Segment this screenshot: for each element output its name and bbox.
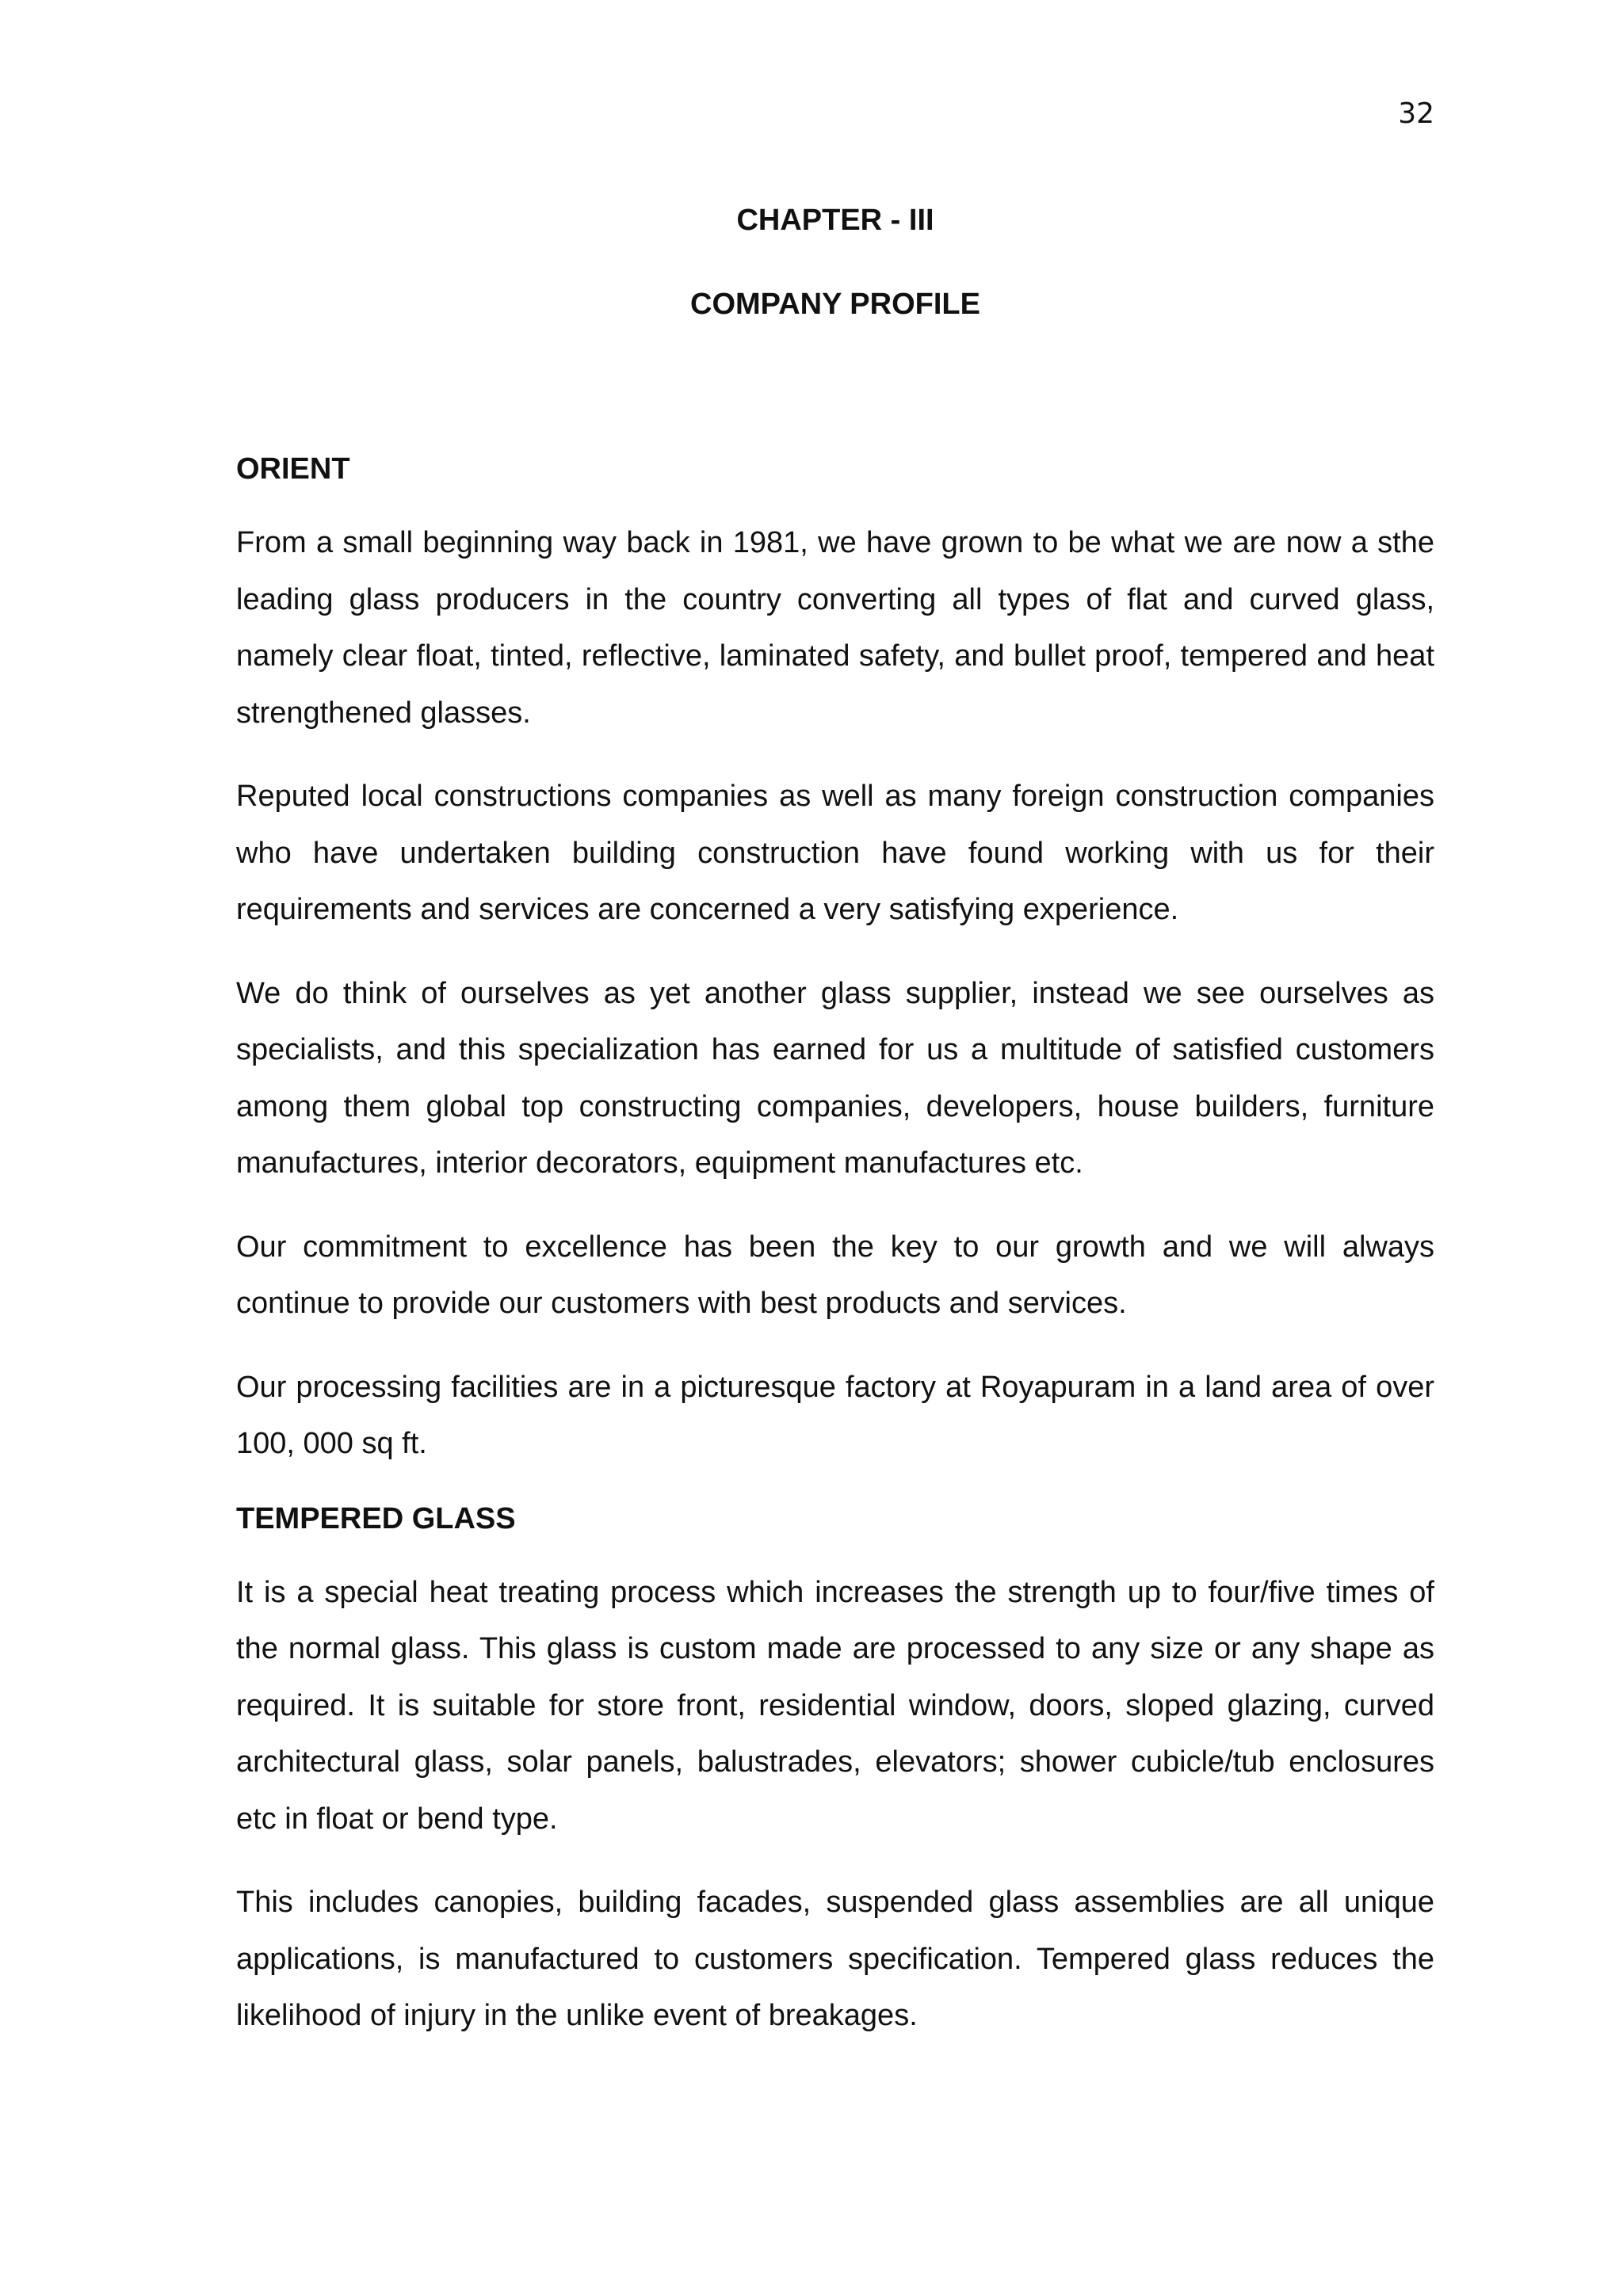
paragraph: Reputed local constructions companies as well as many foreign construction companies who have undertaken building construction have found working with us for their requirements and services are concerned a very satisfying experience. bbox=[236, 780, 1434, 926]
chapter-title: COMPANY PROFILE bbox=[690, 288, 980, 321]
paragraph: From a small beginning way back in 1981, we have grown to be what we are now a sthe leading glass producers in the country converting all types of flat and curved glass, namely clear float, tinted, reflective, laminated safety, and bullet proof, tempered and heat strengthened glasses. bbox=[236, 526, 1434, 730]
paragraph: It is a special heat treating process which increases the strength up to four/five times of the normal glass. This glass is custom made are processed to any size or any shape as required. It is suitable for store front, residential window, doors, sloped glazing, curved architectural glass, solar panels, balustrades, elevators; shower cubicle/tub enclosures etc in float or bend type. bbox=[236, 1575, 1434, 1836]
body-text bbox=[236, 450, 1434, 2045]
chapter-number: CHAPTER - III bbox=[736, 204, 934, 237]
page-number: 32 bbox=[1398, 97, 1434, 130]
paragraph: Our processing facilities are in a picturesque factory at Royapuram in a land area of over 100, 000 sq ft. bbox=[236, 1370, 1434, 1460]
paragraph: This includes canopies, building facades, suspended glass assemblies are all unique applications, is manufactured to customers specification. Tempered glass reduces the likelihood of injury in the unlike event of breakages. bbox=[236, 1886, 1434, 2032]
section-heading-orient: ORIENT bbox=[236, 452, 350, 486]
paragraph: We do think of ourselves as yet another glass supplier, instead we see ourselves as specialists, and this specialization has earned for us a multitude of satisfied customers among them global top constructing companies, developers, house builders, furniture manufactures, interior decorators, equipment manufactures etc. bbox=[236, 976, 1434, 1180]
section-heading-tempered-glass: TEMPERED GLASS bbox=[236, 1501, 516, 1535]
paragraph: Our commitment to excellence has been the key to our growth and we will always continue to provide our customers with best products and services. bbox=[236, 1230, 1434, 1320]
